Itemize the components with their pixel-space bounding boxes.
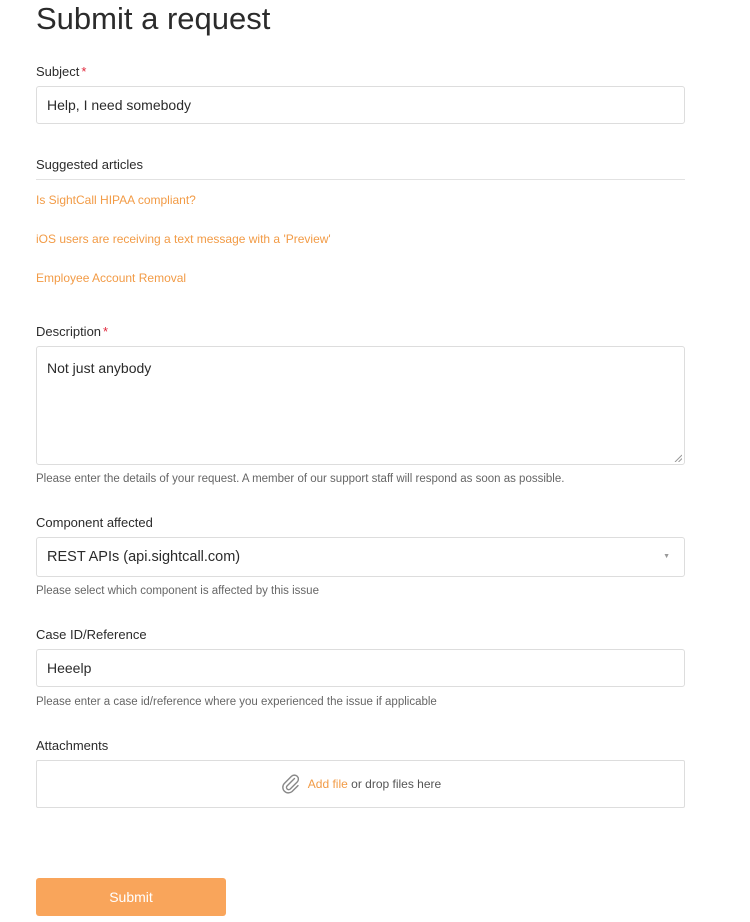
case-id-label: Case ID/Reference [36, 627, 147, 642]
attachments-label: Attachments [36, 738, 109, 753]
attachment-dropzone[interactable] [36, 760, 685, 808]
component-label: Component affected [36, 515, 153, 530]
resize-grip-icon[interactable] [674, 454, 682, 462]
subject-label-text: Subject [36, 64, 80, 79]
case-id-hint: Please enter a case id/reference where you experienced the issue if applicable [36, 696, 437, 708]
suggested-article-link[interactable]: iOS users are receiving a text message with a 'Preview' [36, 232, 331, 246]
submit-button[interactable]: Submit [36, 878, 226, 916]
component-select[interactable] [36, 537, 685, 577]
chevron-down-icon: ▼ [663, 553, 670, 560]
suggested-article-link[interactable]: Is SightCall HIPAA compliant? [36, 193, 196, 207]
subject-input[interactable]: Help, I need somebody [36, 86, 685, 124]
add-file-link[interactable]: Add file [307, 777, 348, 791]
suggested-article-link[interactable]: Employee Account Removal [36, 271, 187, 285]
component-hint: Please select which component is affected by this issue [36, 585, 319, 597]
description-value: Not just anybody [47, 360, 152, 376]
description-textarea[interactable] [36, 346, 685, 465]
required-marker: * [81, 64, 87, 79]
description-label-text: Description [36, 324, 102, 339]
paperclip-icon [280, 772, 300, 794]
component-selected-value: REST APIs (api.sightcall.com) [47, 549, 241, 565]
description-label [36, 324, 108, 340]
description-hint: Please enter the details of your request. A member of our support staff will respond as soon as possible. [36, 473, 565, 485]
case-id-input[interactable]: Heeelp [36, 649, 685, 687]
subject-label [36, 64, 86, 80]
drop-files-text: or drop files here [347, 777, 442, 791]
suggested-articles-divider [36, 179, 685, 180]
required-marker: * [103, 324, 109, 339]
suggested-articles-heading: Suggested articles [36, 157, 143, 172]
page-title: Submit a request [36, 1, 271, 36]
